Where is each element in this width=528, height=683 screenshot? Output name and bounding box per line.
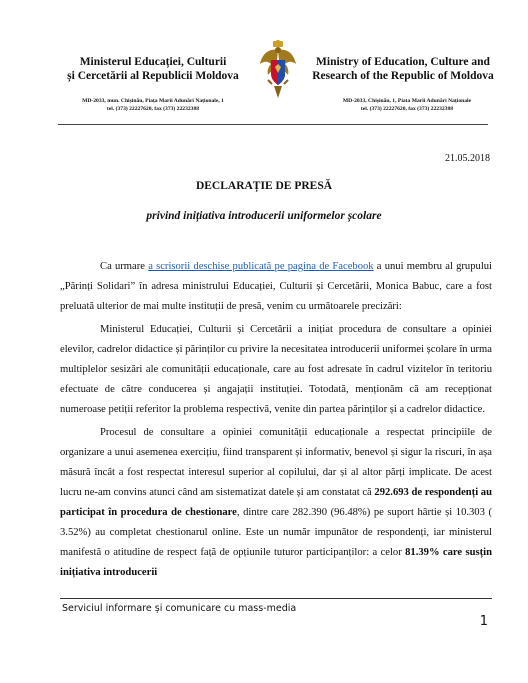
ministry-address-en (302, 97, 512, 113)
paragraph-3 (60, 423, 492, 583)
ministry-name-ro-line2: și Cercetării al Republicii Moldova (67, 70, 239, 82)
paragraph-1-text-b: a unui membru al grupului „Părinți Solidari” în adresa ministrului Educației, Culturii și Cercetării, Monica Babuc, care a fost preluată ulterior de mai multe instituții de presă, venim cu următoarele precizări: (60, 261, 492, 312)
moldova-coat-of-arms-icon (259, 40, 297, 102)
page-number: 1 (479, 614, 488, 629)
document-body (60, 257, 492, 586)
document-subtitle (0, 210, 528, 222)
subtitle-rest: inițiativa introducerii uniformelor școlare (180, 210, 382, 222)
address-ro-line1: MD-2033, mun. Chișinău, Piața Marii Adunări Naționale, 1 (82, 98, 224, 104)
ministry-name-ro-line1: Ministerul Educației, Culturii (79, 56, 227, 68)
ministry-name-ro (48, 55, 258, 83)
paragraph-1 (60, 257, 492, 317)
subtitle-bold-word: privind (146, 210, 181, 222)
ministry-address-ro (48, 97, 258, 113)
footer-divider (60, 598, 492, 599)
document-title: DECLARAȚIE DE PRESĂ (195, 180, 333, 192)
paragraph-3-text-c: , dintre care 282.390 (96.48%) pe suport hârtie și 10.303 ( 3.52%) au completat chestionarul online. Este un număr impunător de respondenți, iar ministerul manifestă o atitudine de respect față de opțiunile tuturor participanților: a celor (60, 507, 492, 558)
paragraph-1-text-a: Ca urmare (100, 261, 149, 272)
paragraph-3-text-a: Procesul de consultare a opiniei comunității educaționale a respectat principiile de organizare a unui asemenea exercițiu, fiind transparent și informativ, benevol și sigur la riscuri, în așa măsură încât a fost respectat interesul superior al copilului, dar și al altor părți implicate. De acest lucru ne-am convins atunci când am sistematizat datele și am constatat că (60, 427, 492, 498)
address-en-line1: MD-2033, Chișinău, 1, Piata Marii Adunări Naționale (342, 98, 472, 104)
paragraph-3-bold-1: 292.693 de respondenți au participat în procedura de chestionare (60, 487, 492, 518)
ministry-name-en (298, 55, 508, 83)
ministry-name-en-line2: Research of the Republic of Moldova (312, 70, 494, 82)
facebook-letter-link[interactable]: a scrisorii deschise publicată pe pagina de Facebook (148, 261, 374, 272)
document-date: 21.05.2018 (445, 153, 490, 164)
address-en-line2: tel. (373) 22227620, fax (373) 22232388 (360, 106, 454, 112)
paragraph-2: Ministerul Educației, Culturii și Cercetării a inițiat procedura de consultare a opiniei elevilor, cadrelor didactice și părinților cu privire la necesitatea introducerii uniformei școlare în urma multiplelor sesizări ale comunității educaționale, care au fost adresate în cadrul vizitelor în teritoriu efectuate de către conducerea și angajații instituției. Totodată, menționăm că am recepționat numeroase petiții referitor la problema respectivă, venite din partea părinților și a cadrelor didactice. (60, 324, 492, 415)
paragraph-3-bold-2: 81.39% care susțin inițiativa introducerii (60, 547, 492, 578)
header-divider (58, 124, 488, 125)
address-ro-line2: tel. (373) 22227620, fax (373) 22232388 (106, 106, 200, 112)
ministry-name-en-line1: Ministry of Education, Culture and (316, 56, 490, 68)
footer-text: Serviciul informare și comunicare cu mass-media (62, 603, 297, 614)
